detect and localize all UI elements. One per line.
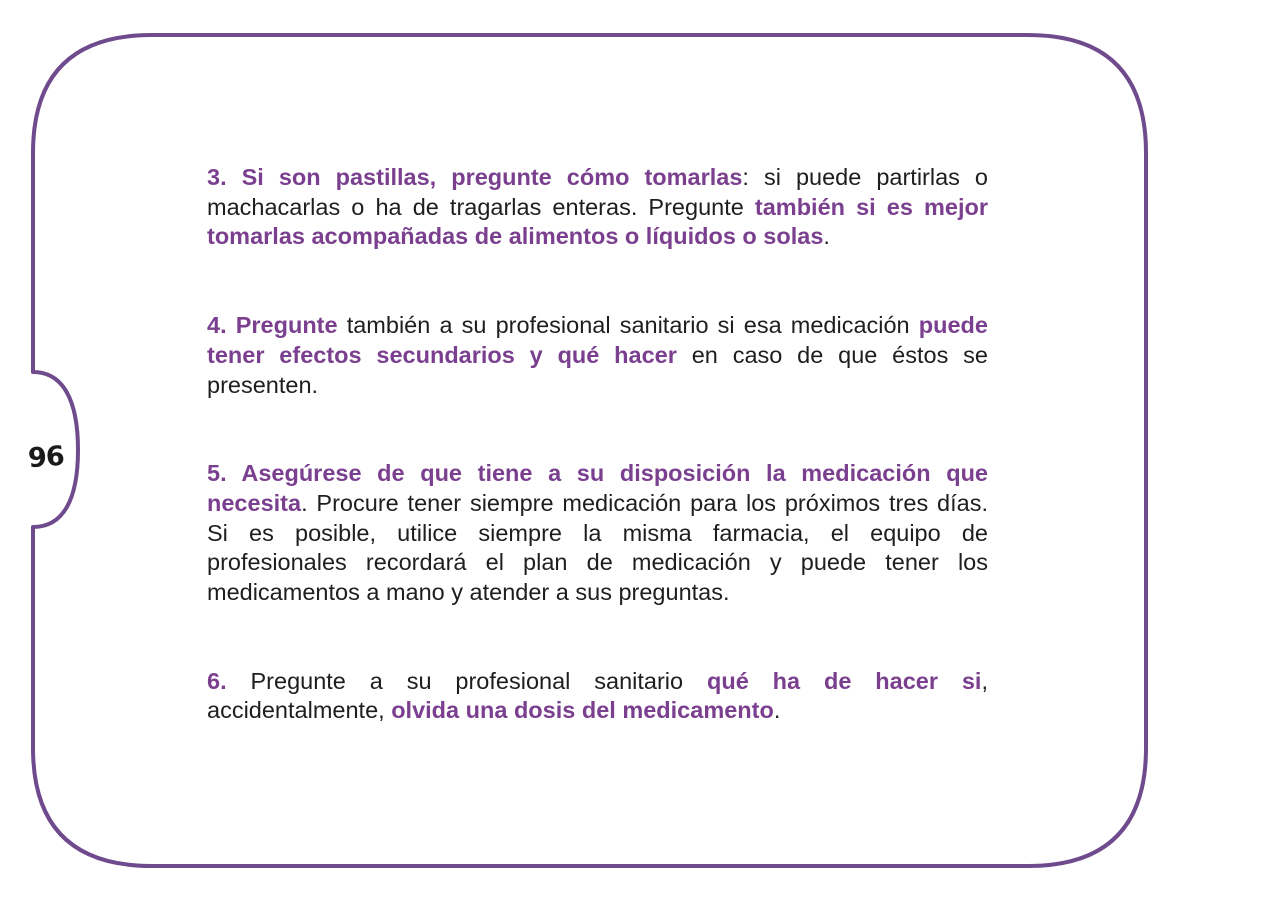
paragraph-4-side-effects: [207, 311, 988, 400]
paragraph-3-pills: [207, 163, 988, 252]
page-number: 96: [27, 440, 65, 475]
paragraph-6-number: 6.: [207, 667, 227, 694]
paragraph-3-text: : si puede partirlas o machacarlas o ha de tragarlas enteras. Pregunte: [207, 164, 988, 220]
paragraph-6-emphasis-2: olvida una dosis del medicamento: [391, 697, 774, 724]
paragraph-5-text: . Procure tener siempre medicación para los próximos tres días. Si es posible, utilice siempre la misma farmacia, el equipo de profesionales recordará el plan de medicación y puede tener los medicamentos a mano y atender a sus preguntas.: [207, 489, 988, 606]
paragraph-6-text-2: , accidentalmente,: [207, 667, 988, 724]
paragraph-4-heading: 4. Pregunte: [207, 312, 338, 339]
paragraph-4-emphasis: puede tener efectos secundarios y qué hacer: [207, 312, 988, 368]
paragraph-5-heading: 5. Asegúrese de que tiene a su disposición la medicación que necesita: [207, 460, 988, 516]
paragraph-6-end: .: [773, 697, 781, 724]
paragraph-6-missed-dose: [207, 667, 988, 726]
page-content: [207, 163, 988, 726]
paragraph-3-heading: 3. Si son pastillas, pregunte cómo tomarlas: [207, 164, 743, 190]
paragraph-3-emphasis: también si es mejor tomarlas acompañadas de alimentos o líquidos o solas: [207, 193, 988, 250]
paragraph-5-availability: [207, 459, 988, 608]
paragraph-4-end: en caso de que éstos se presenten.: [207, 341, 988, 398]
paragraph-4-text: también a su profesional sanitario si esa medicación: [337, 312, 919, 339]
paragraph-6-emphasis-1: qué ha de hacer si: [706, 667, 982, 694]
paragraph-6-text: Pregunte a su profesional sanitario: [226, 667, 707, 694]
paragraph-3-end: .: [823, 223, 830, 250]
